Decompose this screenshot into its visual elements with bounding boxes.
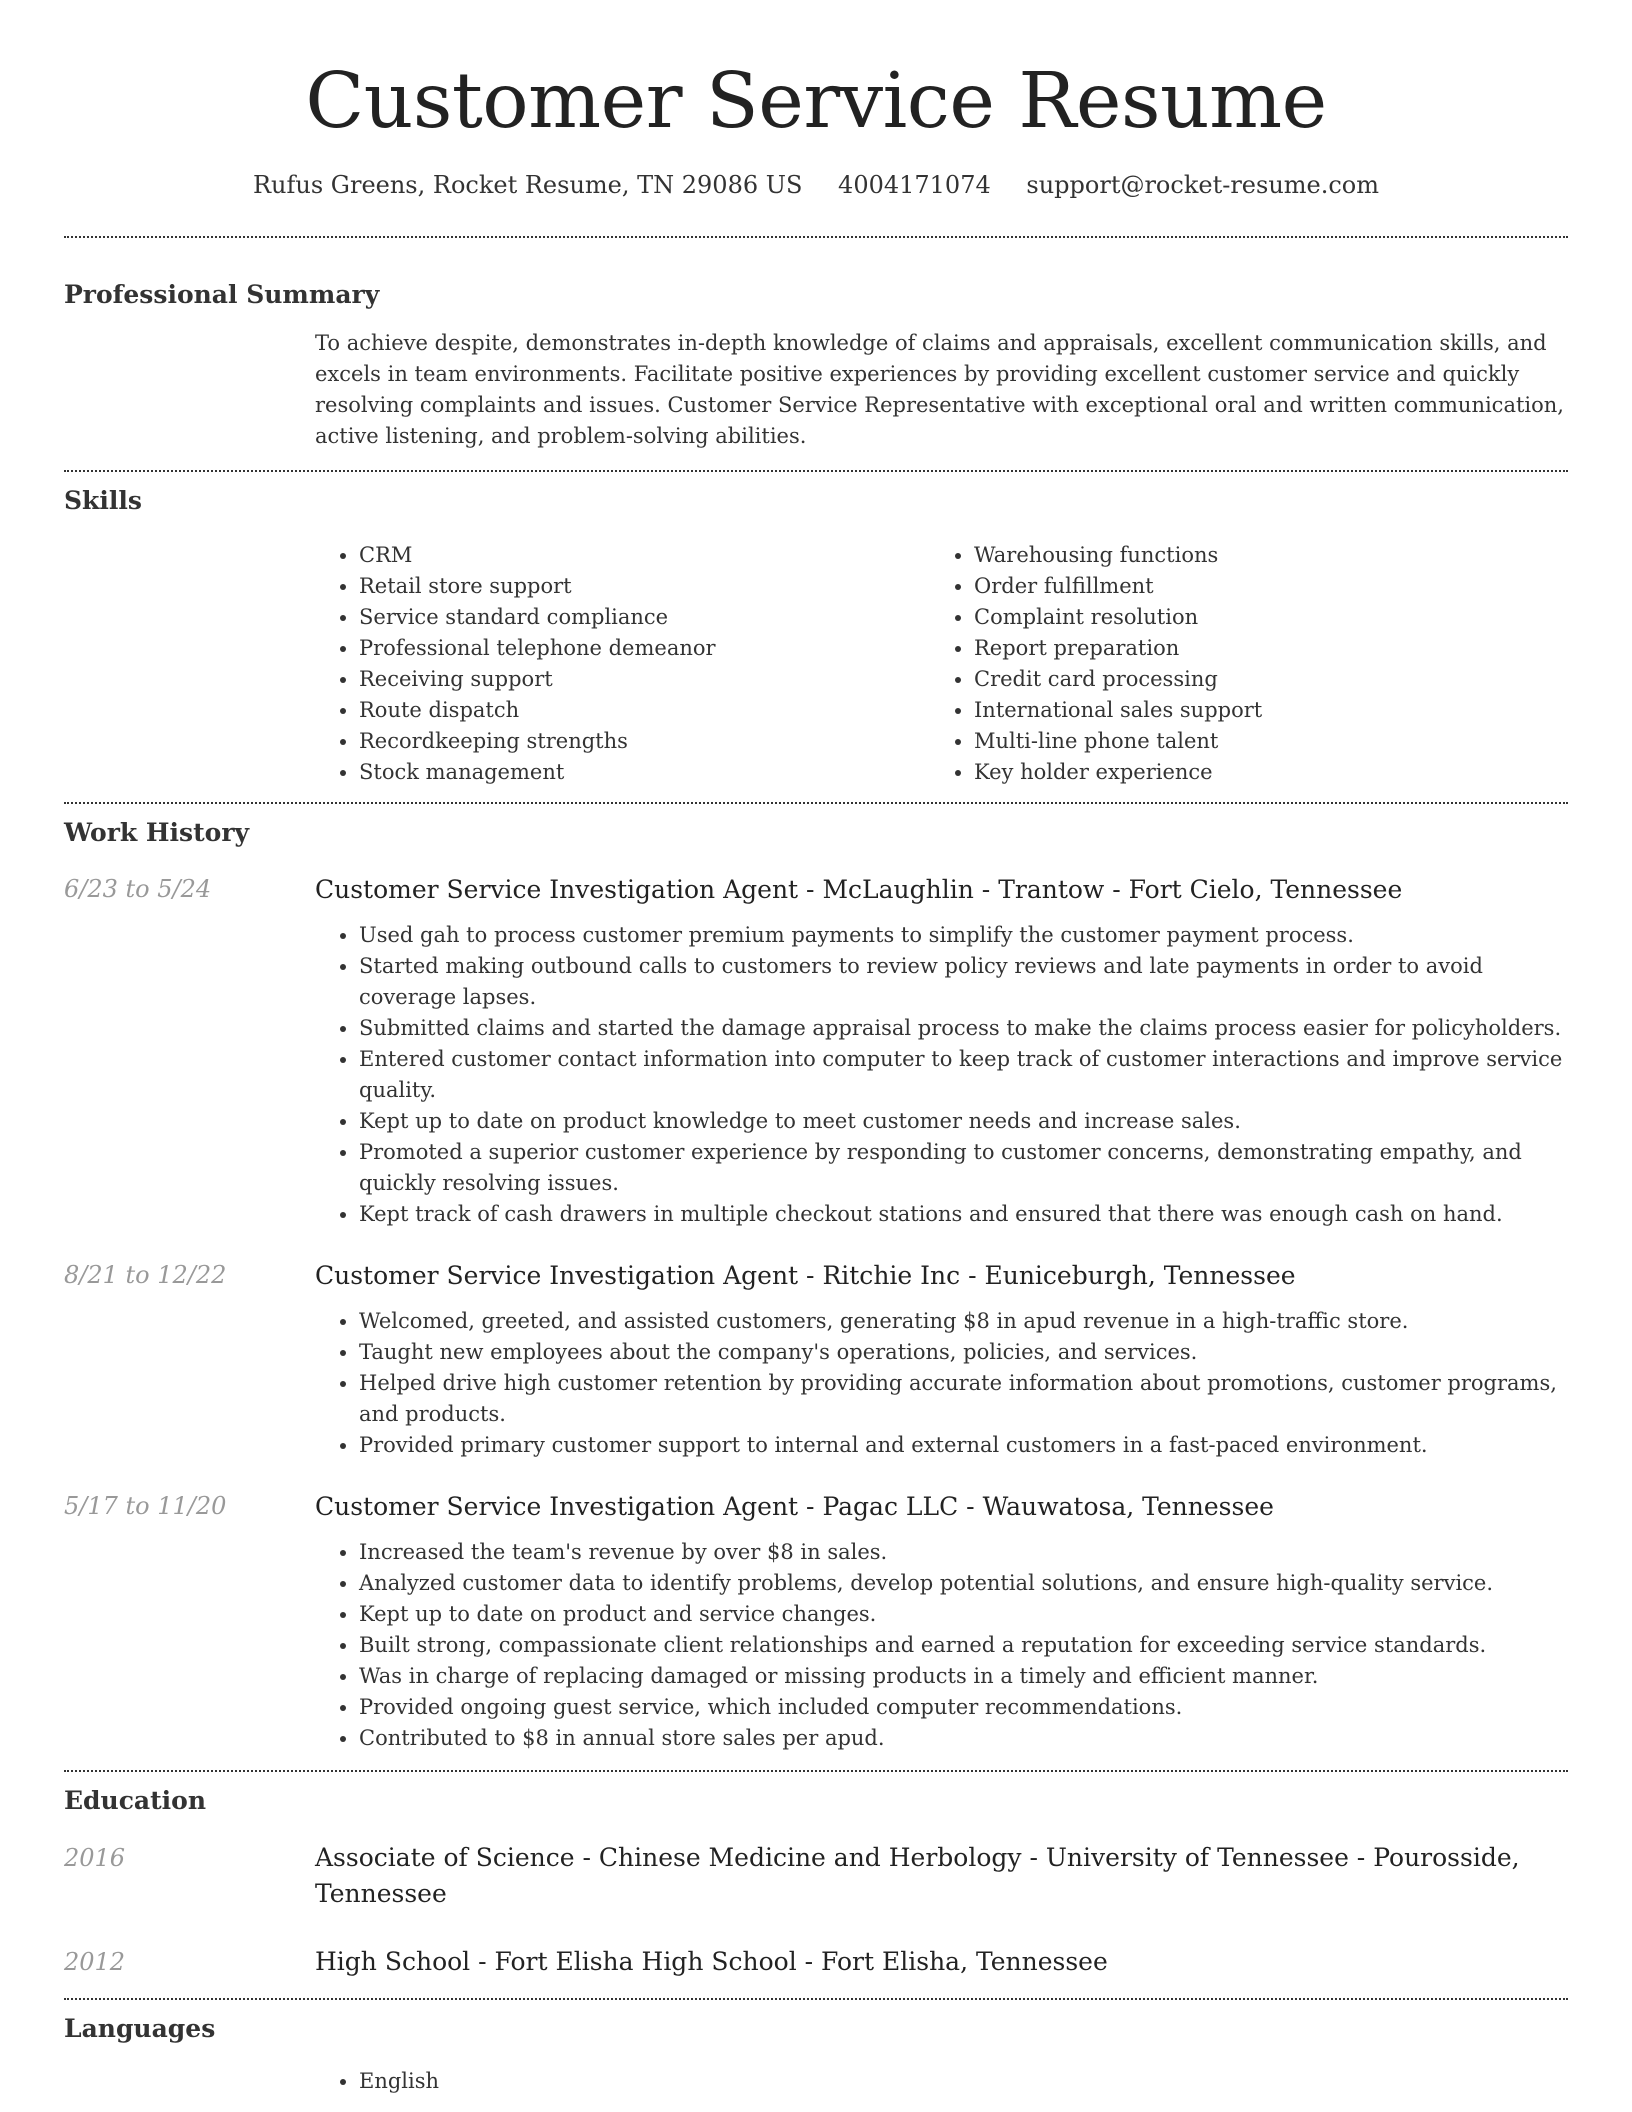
- education-body: [315, 1944, 1568, 1980]
- job-dates: 8/21 to 12/22: [64, 1261, 227, 1289]
- job-dates: 5/17 to 11/20: [64, 1492, 227, 1520]
- job-bullet: • Was in charge of replacing damaged or missing products in a timely and efficient manner.: [359, 1661, 1568, 1692]
- education-title: High School - Fort Elisha High School - Fort Elisha, Tennessee: [315, 1947, 1108, 1976]
- languages-section: [64, 2012, 1568, 2097]
- job-title: Customer Service Investigation Agent - Pagac LLC - Wauwatosa, Tennessee: [315, 1492, 1274, 1521]
- education-year: 2016: [64, 1844, 126, 1872]
- skill-item: • Multi-line phone talent: [974, 726, 1545, 757]
- skill-item: • Retail store support: [359, 571, 930, 602]
- job-bullets: [315, 920, 1568, 1230]
- education-entry: [64, 1840, 1568, 1912]
- contact-address: Rufus Greens, Rocket Resume, TN 29086 US: [252, 171, 803, 199]
- job-bullet: • Started making outbound calls to customers to review policy reviews and late payments in order to avoid coverage lapses.: [359, 951, 1568, 1013]
- job-bullet: • Provided primary customer support to internal and external customers in a fast-paced environment.: [359, 1430, 1568, 1461]
- job-bullet: • Increased the team's revenue by over $8 in sales.: [359, 1537, 1568, 1568]
- summary-heading: Professional Summary: [64, 280, 380, 309]
- job-bullet: • Promoted a superior customer experience by responding to customer concerns, demonstrating empathy, and quickly resolving issues.: [359, 1137, 1568, 1199]
- skill-item: • Key holder experience: [974, 757, 1545, 788]
- skills-list-left: [315, 540, 930, 788]
- job-bullet: • Entered customer contact information into computer to keep track of customer interactions and improve service quality.: [359, 1044, 1568, 1106]
- skills-grid: [64, 540, 1568, 788]
- job-bullet: • Submitted claims and started the damage appraisal process to make the claims process easier for policyholders.: [359, 1013, 1568, 1044]
- skill-item: • Recordkeeping strengths: [359, 726, 930, 757]
- contact-line: [64, 170, 1568, 200]
- job-bullets: [315, 1306, 1568, 1461]
- skill-item: • Complaint resolution: [974, 602, 1545, 633]
- job-bullet: • Contributed to $8 in annual store sales per apud.: [359, 1723, 1568, 1754]
- skill-item: • Stock management: [359, 757, 930, 788]
- skill-item: • Route dispatch: [359, 695, 930, 726]
- job-bullet: • Kept up to date on product knowledge to meet customer needs and increase sales.: [359, 1106, 1568, 1137]
- job-bullet: • Welcomed, greeted, and assisted customers, generating $8 in apud revenue in a high-traffic store.: [359, 1306, 1568, 1337]
- divider: [64, 1770, 1568, 1772]
- work-section: [64, 816, 1568, 1754]
- contact-phone: 4004171074: [838, 171, 991, 199]
- job-dates: 6/23 to 5/24: [64, 875, 212, 903]
- job-body: [315, 872, 1568, 1230]
- skill-item: • Report preparation: [974, 633, 1545, 664]
- job-title: Customer Service Investigation Agent - Ritchie Inc - Euniceburgh, Tennessee: [315, 1261, 1296, 1290]
- education-title: Associate of Science - Chinese Medicine and Herbology - University of Tennessee - Pourosside, Tennessee: [315, 1843, 1520, 1908]
- skills-heading: Skills: [64, 486, 142, 515]
- job-bullet: • Used gah to process customer premium payments to simplify the customer payment process.: [359, 920, 1568, 951]
- skill-item: • Professional telephone demeanor: [359, 633, 930, 664]
- job-bullet: • Taught new employees about the company's operations, policies, and services.: [359, 1337, 1568, 1368]
- divider: [64, 470, 1568, 472]
- job-entry: [64, 872, 1568, 1230]
- job-entry: [64, 1489, 1568, 1754]
- languages-heading: Languages: [64, 2014, 216, 2043]
- education-heading: Education: [64, 1786, 207, 1815]
- skill-item: • International sales support: [974, 695, 1545, 726]
- job-bullet: • Helped drive high customer retention by providing accurate information about promotions, customer programs, and products.: [359, 1368, 1568, 1430]
- skill-item: • Warehousing functions: [974, 540, 1545, 571]
- job-bullet: • Kept track of cash drawers in multiple checkout stations and ensured that there was enough cash on hand.: [359, 1199, 1568, 1230]
- divider: [64, 236, 1568, 238]
- summary-section: [64, 278, 1568, 452]
- skills-section: [64, 484, 1568, 788]
- skill-item: • CRM: [359, 540, 930, 571]
- divider: [64, 1998, 1568, 2000]
- skill-item: • Receiving support: [359, 664, 930, 695]
- skill-item: • Order fulfillment: [974, 571, 1545, 602]
- skills-list-right: [930, 540, 1545, 788]
- education-entry: [64, 1944, 1568, 1980]
- skill-item: • Credit card processing: [974, 664, 1545, 695]
- resume-title: Customer Service Resume: [305, 57, 1327, 146]
- education-year: 2012: [64, 1948, 126, 1976]
- job-bullets: [315, 1537, 1568, 1754]
- job-bullet: • Analyzed customer data to identify problems, develop potential solutions, and ensure high-quality service.: [359, 1568, 1568, 1599]
- job-bullet: • Built strong, compassionate client relationships and earned a reputation for exceeding service standards.: [359, 1630, 1568, 1661]
- job-body: [315, 1258, 1568, 1461]
- work-heading: Work History: [64, 818, 250, 847]
- skill-item: • Service standard compliance: [359, 602, 930, 633]
- language-item: • English: [359, 2066, 1568, 2097]
- job-body: [315, 1489, 1568, 1754]
- resume-page: [64, 0, 1568, 2097]
- divider: [64, 802, 1568, 804]
- education-section: [64, 1784, 1568, 1980]
- education-body: [315, 1840, 1568, 1912]
- contact-email: support@rocket-resume.com: [1026, 171, 1380, 199]
- job-bullet: • Kept up to date on product and service changes.: [359, 1599, 1568, 1630]
- languages-list: [64, 2066, 1568, 2097]
- job-title: Customer Service Investigation Agent - McLaughlin - Trantow - Fort Cielo, Tennessee: [315, 875, 1403, 904]
- summary-text: To achieve despite, demonstrates in-depth knowledge of claims and appraisals, excellent communication skills, and excels in team environments. Facilitate positive experiences by providing excellent customer service and quickly resolving complaints and issues. Customer Service Representative with exceptional oral and written communication, active listening, and problem-solving abilities.: [315, 331, 1564, 448]
- job-bullet: • Provided ongoing guest service, which included computer recommendations.: [359, 1692, 1568, 1723]
- job-entry: [64, 1258, 1568, 1461]
